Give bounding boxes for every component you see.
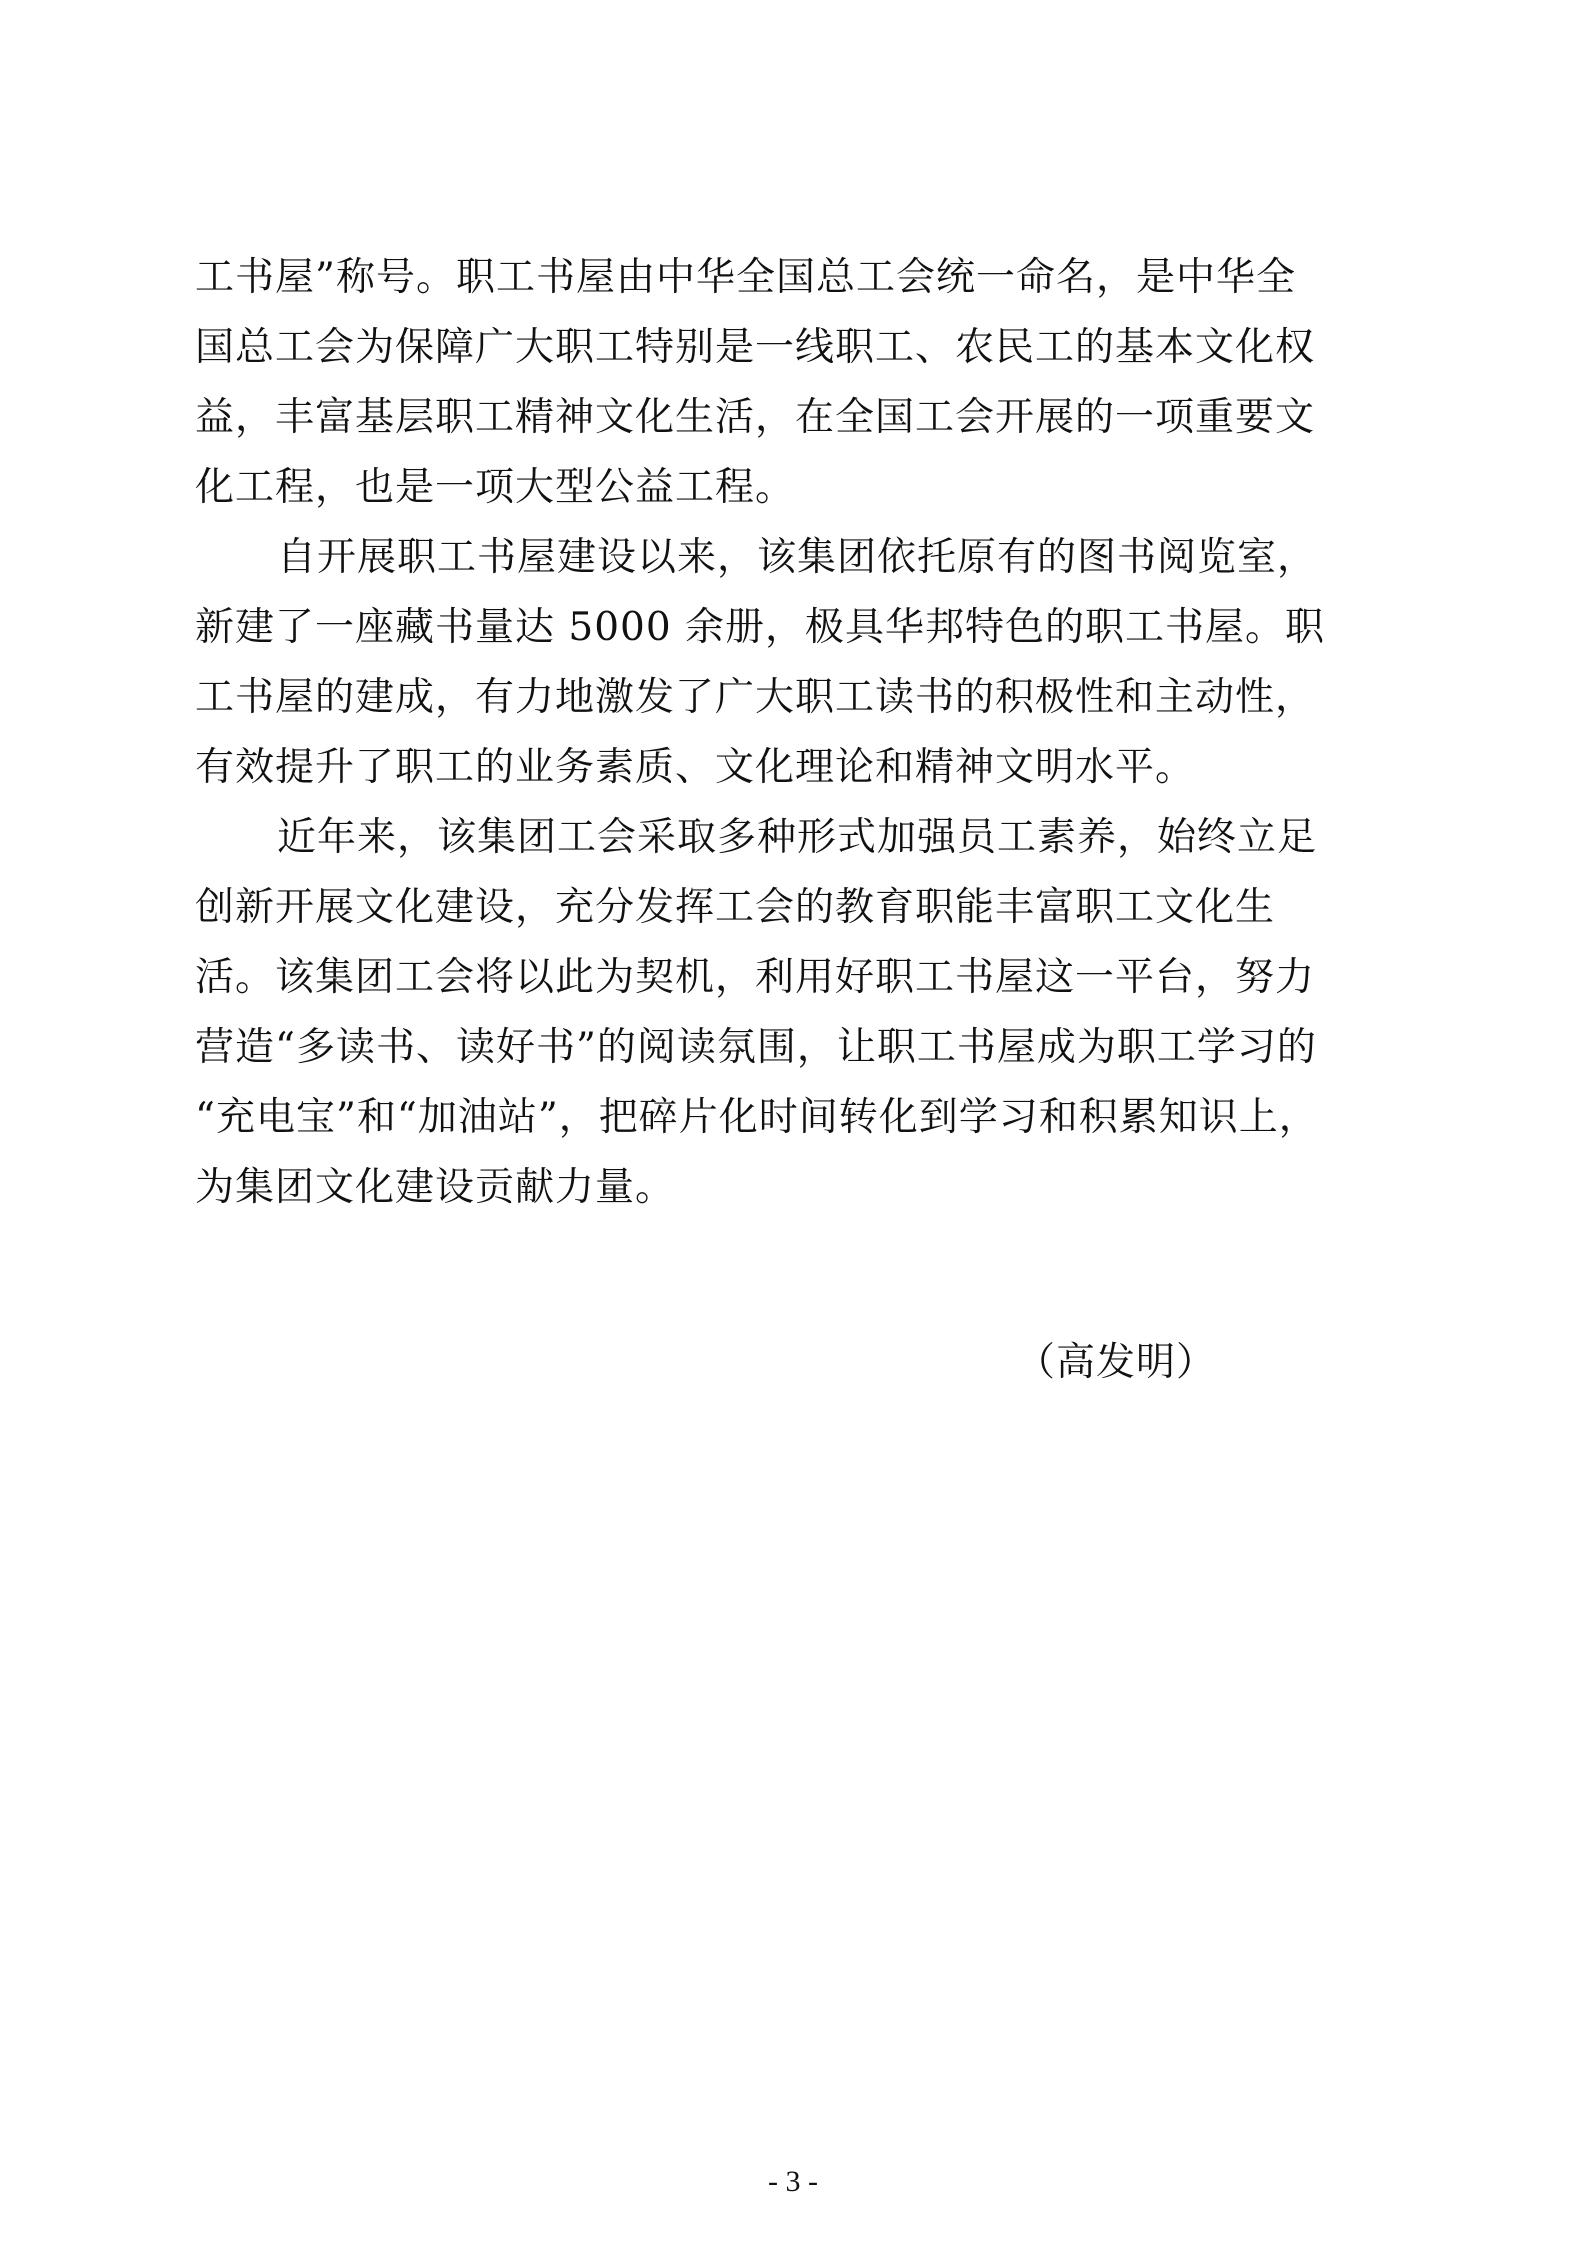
paragraph-2-line-3: 工书屋的建成，有力地激发了广大职工读书的积极性和主动性， xyxy=(195,675,1316,720)
author-byline: （高发明） xyxy=(1016,1340,1217,1385)
page-number: - 3 - xyxy=(768,2165,818,2198)
paragraph-2-line-2: 新建了一座藏书量达 5000 余册，极具华邦特色的职工书屋。职 xyxy=(195,605,1326,650)
article-body xyxy=(195,243,1395,1223)
paragraph-1-line-3: 益，丰富基层职工精神文化生活，在全国工会开展的一项重要文 xyxy=(195,395,1316,440)
paragraph-1-line-4: 化工程，也是一项大型公益工程。 xyxy=(195,465,796,510)
paragraph-3-line-5: “充电宝”和“加油站”，把碎片化时间转化到学习和积累知识上， xyxy=(195,1095,1319,1140)
paragraph-2-line-1: 自开展职工书屋建设以来，该集团依托原有的图书阅览室， xyxy=(277,535,1318,580)
paragraph-3-line-1: 近年来，该集团工会采取多种形式加强员工素养，始终立足 xyxy=(277,815,1318,860)
paragraph-3-line-4: 营造“多读书、读好书”的阅读氛围，让职工书屋成为职工学习的 xyxy=(195,1025,1317,1070)
paragraph-3-line-3: 活。该集团工会将以此为契机，利用好职工书屋这一平台，努力 xyxy=(195,955,1316,1000)
paragraph-1-line-2: 国总工会为保障广大职工特别是一线职工、农民工的基本文化权 xyxy=(195,325,1316,370)
paragraph-3-line-6: 为集团文化建设贡献力量。 xyxy=(195,1165,676,1210)
paragraph-2-line-4: 有效提升了职工的业务素质、文化理论和精神文明水平。 xyxy=(195,745,1196,790)
paragraph-3-line-2: 创新开展文化建设，充分发挥工会的教育职能丰富职工文化生 xyxy=(195,885,1276,930)
paragraph-1-line-1: 工书屋”称号。职工书屋由中华全国总工会统一命名，是中华全 xyxy=(195,255,1296,300)
